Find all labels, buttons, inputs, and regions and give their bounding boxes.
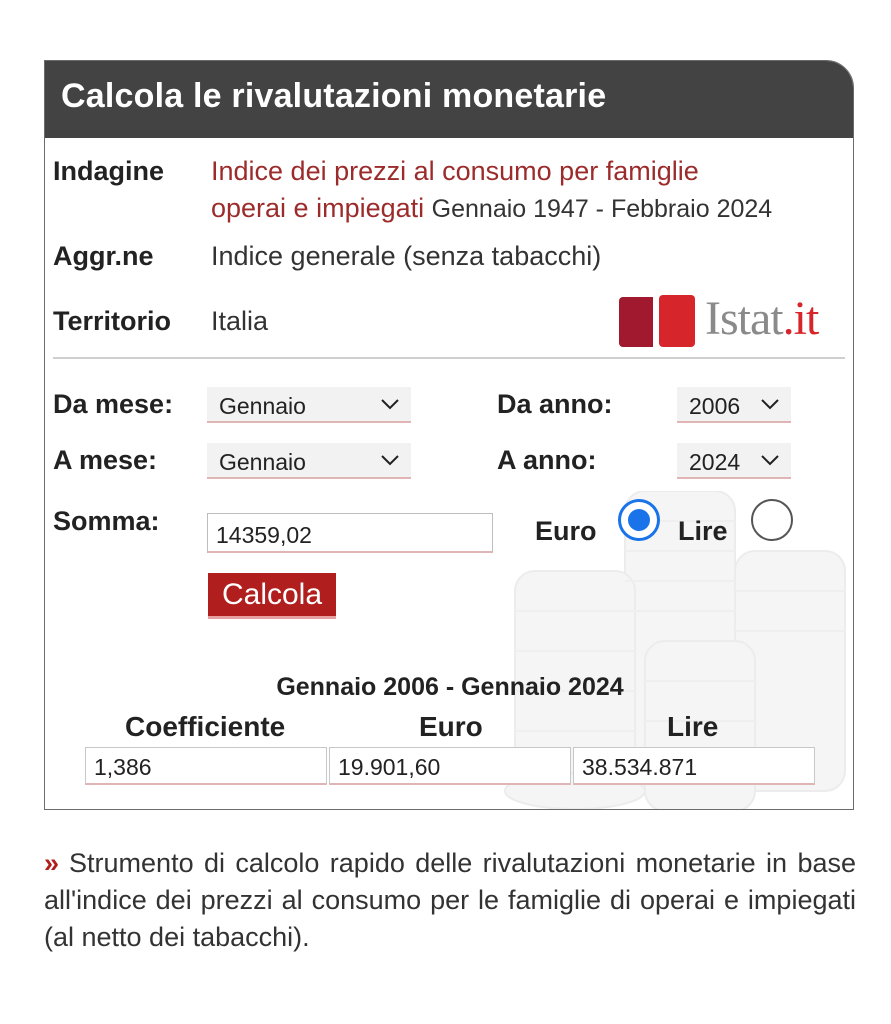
indagine-label: Indagine (53, 156, 165, 186)
indagine-link-line2[interactable]: operai e impiegati (211, 193, 425, 223)
euro-radio[interactable] (618, 499, 660, 541)
lire-label: Lire (678, 516, 728, 546)
page-title: Calcola le rivalutazioni monetarie (61, 77, 607, 115)
da-anno-value: 2006 (689, 393, 741, 419)
euro-label: Euro (535, 516, 597, 546)
chevron-down-icon (379, 449, 401, 471)
footer-text: Strumento di calcolo rapido delle rivalutazioni monetarie in base all'indice dei prezzi al consumo per le famiglie di operai e impiegati (al netto dei tabacchi). (44, 848, 856, 952)
a-anno-value: 2024 (689, 449, 741, 475)
da-mese-select[interactable] (207, 387, 411, 423)
territorio-label: Territorio (53, 306, 172, 336)
divider (53, 357, 845, 359)
result-lire: 38.534.871 (573, 747, 815, 785)
a-anno-select[interactable] (677, 443, 791, 479)
a-mese-value: Gennaio (219, 449, 306, 475)
somma-label: Somma: (53, 506, 160, 536)
da-anno-label: Da anno: (497, 389, 613, 419)
radio-selected-dot (628, 509, 650, 531)
logo-mark-left (619, 297, 653, 347)
description-text (44, 845, 856, 956)
a-anno-label: A anno: (497, 445, 597, 475)
a-mese-select[interactable] (207, 443, 411, 479)
chevron-down-icon (759, 393, 781, 415)
a-mese-label: A mese: (53, 445, 158, 475)
territorio-value: Italia (211, 306, 269, 336)
calculator-panel (44, 60, 854, 810)
col-header-lire: Lire (667, 711, 719, 742)
chevron-down-icon (379, 393, 401, 415)
indagine-period: Gennaio 1947 - Febbraio 2024 (431, 195, 773, 223)
col-header-euro: Euro (419, 711, 483, 742)
aggr-value: Indice generale (senza tabacchi) (211, 241, 602, 271)
chevron-down-icon (759, 449, 781, 471)
result-range: Gennaio 2006 - Gennaio 2024 (276, 673, 624, 701)
indagine-line2 (211, 193, 772, 224)
calcola-button[interactable]: Calcola (208, 573, 336, 619)
da-anno-select[interactable] (677, 387, 791, 423)
indagine-link[interactable] (211, 156, 699, 187)
lire-radio[interactable] (751, 499, 793, 541)
istat-logo[interactable] (619, 289, 845, 349)
panel-header (45, 61, 853, 138)
result-euro: 19.901,60 (329, 747, 571, 785)
da-mese-label: Da mese: (53, 389, 174, 419)
col-header-coefficiente: Coefficiente (125, 711, 286, 742)
bullet-marker: » (44, 848, 60, 878)
logo-text: Istat.it (705, 292, 819, 345)
logo-mark-right (659, 295, 695, 347)
indagine-link-line1[interactable]: Indice dei prezzi al consumo per famiglie (211, 156, 699, 186)
somma-input[interactable]: 14359,02 (207, 513, 493, 553)
aggr-label: Aggr.ne (53, 241, 154, 271)
da-mese-value: Gennaio (219, 393, 306, 419)
result-coefficiente: 1,386 (85, 747, 327, 785)
